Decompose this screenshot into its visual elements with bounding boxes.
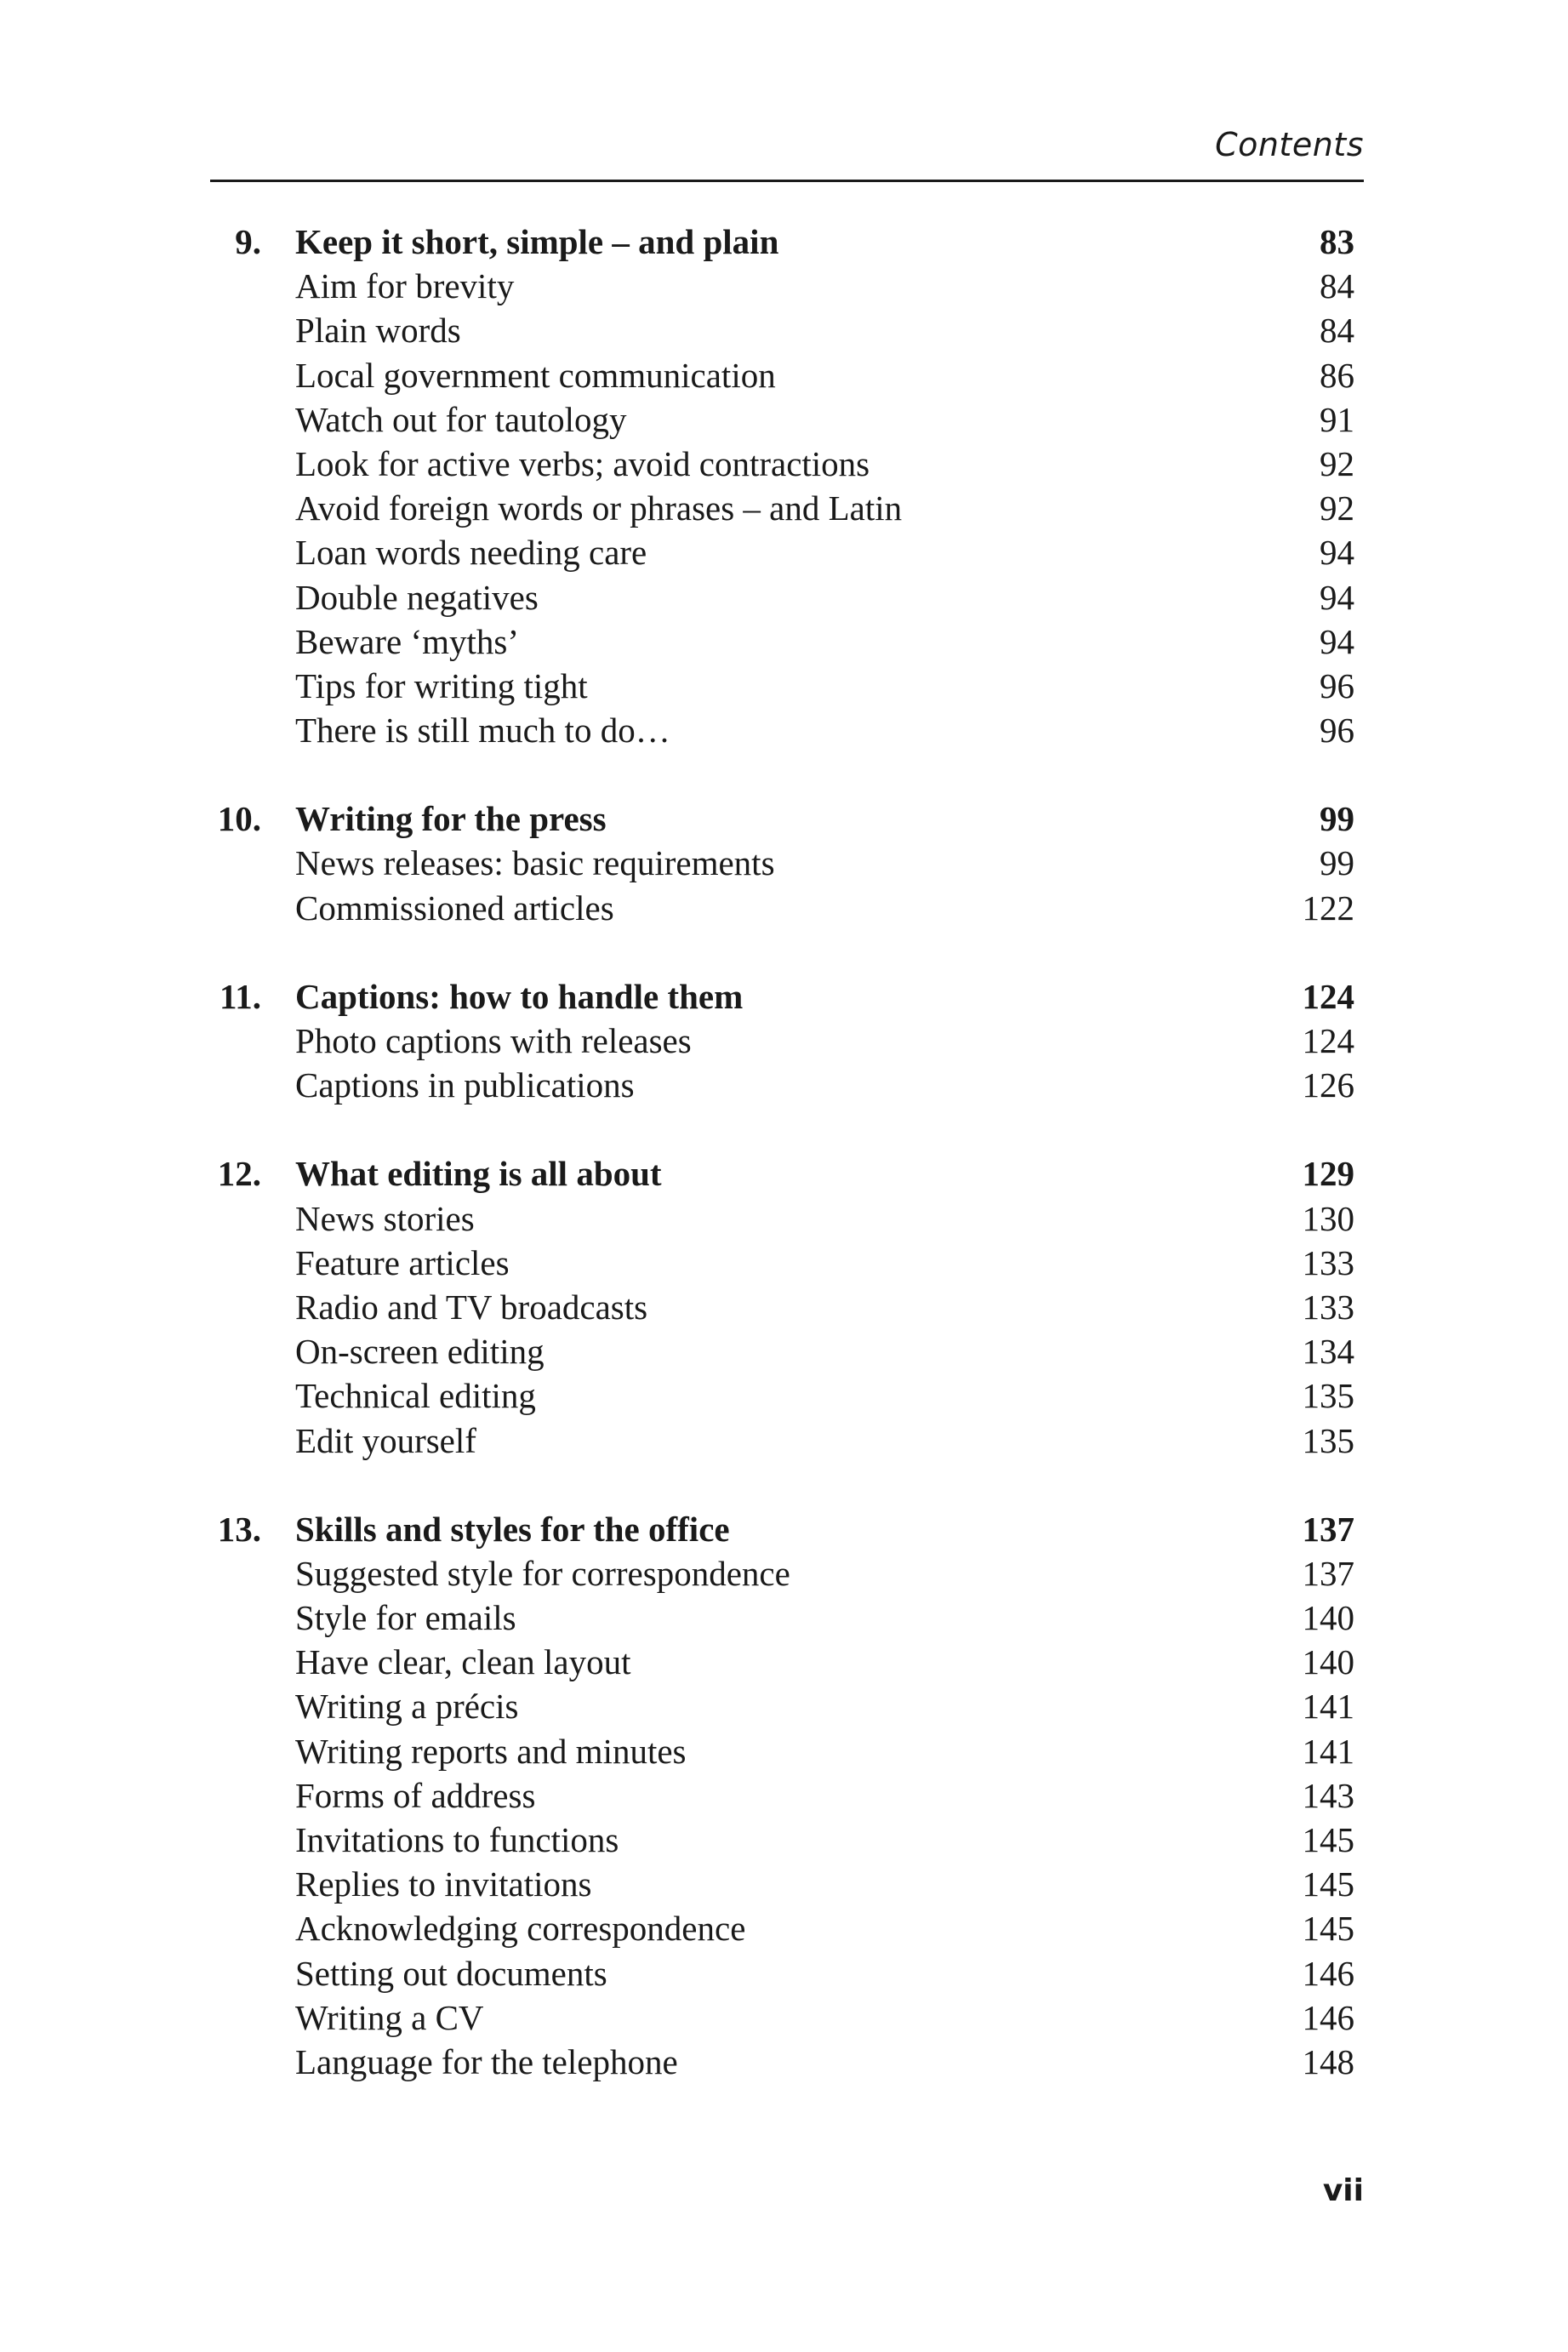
- section-title: Watch out for tautology: [295, 399, 627, 439]
- section-entry[interactable]: [210, 1906, 1354, 1950]
- section-entry[interactable]: [210, 1995, 1354, 2040]
- section-entry[interactable]: [210, 1862, 1354, 1906]
- chapter-heading[interactable]: [210, 796, 1354, 841]
- section-entry[interactable]: [210, 1329, 1354, 1373]
- section-page-number: 143: [1302, 1775, 1354, 1815]
- section-title: Local government communication: [295, 355, 776, 395]
- section-page-number: 92: [1320, 443, 1354, 483]
- section-title: Writing a précis: [295, 1687, 519, 1727]
- chapter-9: [210, 220, 1354, 752]
- section-title: Plain words: [295, 311, 461, 351]
- chapter-page-number: 129: [1302, 1154, 1354, 1194]
- section-title: News releases: basic requirements: [295, 843, 775, 883]
- section-title: Language for the telephone: [295, 2041, 678, 2081]
- section-entry[interactable]: [210, 1596, 1354, 1640]
- section-title: Acknowledging correspondence: [295, 1909, 746, 1949]
- section-title: Look for active verbs; avoid contractions: [295, 443, 870, 483]
- section-entry[interactable]: [210, 308, 1354, 352]
- section-entry[interactable]: [210, 530, 1354, 574]
- section-title: Loan words needing care: [295, 533, 647, 573]
- section-page-number: 146: [1302, 1997, 1354, 2037]
- section-entry[interactable]: [210, 442, 1354, 486]
- chapter-heading[interactable]: [210, 1151, 1354, 1196]
- section-entry[interactable]: [210, 1818, 1354, 1862]
- chapter-heading[interactable]: [210, 220, 1354, 264]
- section-page-number: 145: [1302, 1820, 1354, 1859]
- section-title: Feature articles: [295, 1242, 510, 1282]
- section-page-number: 124: [1302, 1021, 1354, 1060]
- chapter-11: [210, 974, 1354, 1108]
- section-entry[interactable]: [210, 1729, 1354, 1773]
- section-page-number: 145: [1302, 1909, 1354, 1949]
- section-page-number: 99: [1320, 843, 1354, 883]
- section-page-number: 94: [1320, 577, 1354, 617]
- section-entry[interactable]: [210, 486, 1354, 530]
- section-title: Invitations to functions: [295, 1820, 619, 1859]
- chapter-number: 11.: [220, 976, 261, 1016]
- chapter-page-number: 83: [1320, 222, 1354, 261]
- chapter-page-number: 99: [1320, 799, 1354, 839]
- header-rule: [210, 180, 1364, 182]
- section-title: Avoid foreign words or phrases – and Latin: [295, 488, 903, 528]
- section-page-number: 140: [1302, 1598, 1354, 1638]
- section-page-number: 133: [1302, 1242, 1354, 1282]
- section-page-number: 96: [1320, 665, 1354, 705]
- section-entry[interactable]: [210, 397, 1354, 442]
- section-page-number: 84: [1320, 266, 1354, 306]
- section-entry[interactable]: [210, 841, 1354, 885]
- section-page-number: 137: [1302, 1553, 1354, 1593]
- section-title: On-screen editing: [295, 1332, 545, 1372]
- section-page-number: 146: [1302, 1953, 1354, 1993]
- section-entry[interactable]: [210, 264, 1354, 308]
- section-page-number: 86: [1320, 355, 1354, 395]
- section-title: Tips for writing tight: [295, 665, 588, 705]
- section-entry[interactable]: [210, 1684, 1354, 1728]
- section-entry[interactable]: [210, 1063, 1354, 1107]
- section-entry[interactable]: [210, 708, 1354, 752]
- section-page-number: 135: [1302, 1420, 1354, 1460]
- section-title: Edit yourself: [295, 1420, 476, 1460]
- section-title: Double negatives: [295, 577, 539, 617]
- chapter-10: [210, 796, 1354, 930]
- section-title: Replies to invitations: [295, 1864, 592, 1904]
- chapter-13: [210, 1507, 1354, 2084]
- section-entry[interactable]: [210, 2040, 1354, 2084]
- section-title: Forms of address: [295, 1775, 536, 1815]
- chapter-12: [210, 1151, 1354, 1462]
- chapter-number: 12.: [217, 1154, 261, 1194]
- chapter-heading[interactable]: [210, 974, 1354, 1019]
- section-title: Style for emails: [295, 1598, 516, 1638]
- section-entry[interactable]: [210, 575, 1354, 619]
- chapter-title: What editing is all about: [295, 1154, 662, 1194]
- running-head: Contents: [1215, 126, 1364, 163]
- section-entry[interactable]: [210, 619, 1354, 664]
- section-page-number: 135: [1302, 1376, 1354, 1416]
- chapter-heading[interactable]: [210, 1507, 1354, 1551]
- section-title: Captions in publications: [295, 1065, 635, 1105]
- section-entry[interactable]: [210, 1196, 1354, 1241]
- section-page-number: 91: [1320, 399, 1354, 439]
- section-entry[interactable]: [210, 1019, 1354, 1063]
- section-title: Writing reports and minutes: [295, 1731, 687, 1771]
- section-title: Commissioned articles: [295, 888, 614, 928]
- chapter-title: Keep it short, simple – and plain: [295, 222, 779, 261]
- page-number-folio: vii: [1322, 2173, 1364, 2208]
- section-entry[interactable]: [210, 1640, 1354, 1684]
- section-page-number: 96: [1320, 711, 1354, 751]
- section-entry[interactable]: [210, 1241, 1354, 1285]
- section-title: Beware ‘myths’: [295, 621, 519, 661]
- section-page-number: 140: [1302, 1642, 1354, 1682]
- section-entry[interactable]: [210, 1951, 1354, 1995]
- section-title: Photo captions with releases: [295, 1021, 692, 1060]
- chapter-number: 13.: [217, 1509, 261, 1549]
- section-page-number: 145: [1302, 1864, 1354, 1904]
- chapter-number: 10.: [217, 799, 261, 839]
- section-entry[interactable]: [210, 353, 1354, 397]
- section-page-number: 94: [1320, 621, 1354, 661]
- section-page-number: 133: [1302, 1287, 1354, 1327]
- section-entry[interactable]: [210, 1551, 1354, 1596]
- section-page-number: 94: [1320, 533, 1354, 573]
- section-page-number: 148: [1302, 2041, 1354, 2081]
- section-entry[interactable]: [210, 664, 1354, 708]
- section-entry[interactable]: [210, 1773, 1354, 1818]
- section-title: Aim for brevity: [295, 266, 515, 306]
- section-entry[interactable]: [210, 1373, 1354, 1418]
- chapter-page-number: 124: [1302, 976, 1354, 1016]
- section-title: Setting out documents: [295, 1953, 607, 1993]
- section-page-number: 126: [1302, 1065, 1354, 1105]
- section-title: Technical editing: [295, 1376, 536, 1416]
- section-page-number: 134: [1302, 1332, 1354, 1372]
- section-title: Writing a CV: [295, 1997, 484, 2037]
- section-title: Suggested style for correspondence: [295, 1553, 790, 1593]
- section-entry[interactable]: [210, 886, 1354, 930]
- chapter-page-number: 137: [1302, 1509, 1354, 1549]
- section-title: Radio and TV broadcasts: [295, 1287, 648, 1327]
- section-entry[interactable]: [210, 1419, 1354, 1463]
- section-title: News stories: [295, 1198, 475, 1238]
- section-page-number: 122: [1302, 888, 1354, 928]
- section-title: There is still much to do…: [295, 711, 670, 751]
- section-entry[interactable]: [210, 1285, 1354, 1329]
- section-page-number: 141: [1302, 1687, 1354, 1727]
- table-of-contents: [210, 220, 1354, 2128]
- chapter-title: Captions: how to handle them: [295, 976, 744, 1016]
- section-page-number: 92: [1320, 488, 1354, 528]
- chapter-title: Writing for the press: [295, 799, 607, 839]
- section-page-number: 84: [1320, 311, 1354, 351]
- section-page-number: 141: [1302, 1731, 1354, 1771]
- section-page-number: 130: [1302, 1198, 1354, 1238]
- section-title: Have clear, clean layout: [295, 1642, 631, 1682]
- chapter-title: Skills and styles for the office: [295, 1509, 730, 1549]
- chapter-number: 9.: [235, 222, 261, 261]
